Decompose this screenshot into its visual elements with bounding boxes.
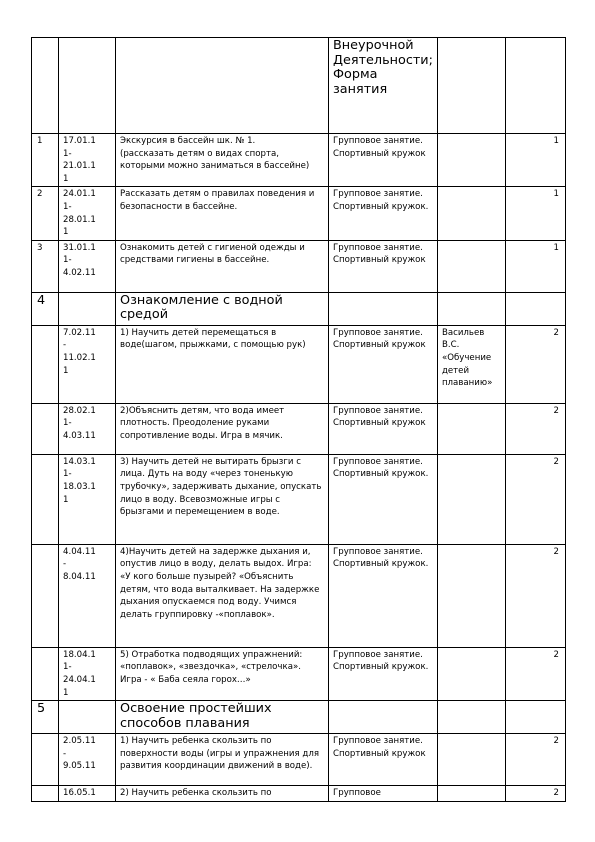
section-hours (505, 292, 565, 325)
section-hours (505, 701, 565, 734)
section-form (329, 292, 438, 325)
section-form (329, 701, 438, 734)
row-topic: Экскурсия в бассейн шк. № 1. (рассказать детям о видах спорта, которыми можно заниматься в бассейне) (116, 134, 329, 187)
row-topic: Ознакомить детей с гигиеной одежды и средствами гигиены в бассейне. (116, 240, 329, 292)
row-teacher (437, 544, 505, 647)
row-teacher (437, 454, 505, 544)
section-title: Ознакомление с водной средой (116, 292, 329, 325)
row-teacher (437, 240, 505, 292)
row-number (32, 454, 59, 544)
row-number: 3 (32, 240, 59, 292)
row-form: Групповое занятие. Спортивный кружок. (329, 454, 438, 544)
row-topic: 5) Отработка подводящих упражнений: «поплавок», «звездочка», «стрелочка». Игра - « Баба сеяла горох…» (116, 647, 329, 700)
section-date (59, 701, 116, 734)
section-teacher (437, 292, 505, 325)
row-topic: 2)Объяснить детям, что вода имеет плотность. Преодоление руками сопротивление воды. Игра в мячик. (116, 403, 329, 454)
header-form-cell (329, 38, 438, 134)
row-form: Групповое занятие. Спортивный кружок (329, 325, 438, 403)
section-title: Освоение простейших способов плавания (116, 701, 329, 734)
row-hours: 2 (505, 454, 565, 544)
row-teacher (437, 734, 505, 786)
row-hours: 2 (505, 325, 565, 403)
row-date: 2.05.11 - 9.05.11 (59, 734, 116, 786)
row-hours: 1 (505, 240, 565, 292)
row-hours: 1 (505, 187, 565, 240)
header-form-label: Внеурочной Деятельности; Форма занятия (333, 38, 433, 97)
table-row (32, 734, 566, 786)
row-form: Групповое занятие. Спортивный кружок. (329, 544, 438, 647)
header-topic-cell (116, 38, 329, 134)
row-topic: Рассказать детям о правилах поведения и безопасности в бассейне. (116, 187, 329, 240)
section-row (32, 701, 566, 734)
table-row (32, 187, 566, 240)
table-row (32, 544, 566, 647)
row-date: 16.05.1 (59, 786, 116, 802)
row-hours: 2 (505, 786, 565, 802)
header-num-cell (32, 38, 59, 134)
row-topic: 1) Научить ребенка скользить по поверхности воды (игры и упражнения для развития координации движений в воде). (116, 734, 329, 786)
row-topic: 3) Научить детей не вытирать брызги с лица. Дуть на воду «через тоненькую трубочку», задерживать дыхание, опускать лицо в воду. Всевозможные игры с брызгами и перемещением в воде. (116, 454, 329, 544)
row-form: Групповое (329, 786, 438, 802)
section-number: 5 (32, 701, 59, 734)
row-number (32, 734, 59, 786)
row-number (32, 325, 59, 403)
table-row (32, 647, 566, 700)
section-row (32, 292, 566, 325)
row-hours: 2 (505, 403, 565, 454)
row-date: 17.01.1 1- 21.01.1 1 (59, 134, 116, 187)
table-row (32, 786, 566, 802)
row-teacher (437, 134, 505, 187)
row-number: 1 (32, 134, 59, 187)
row-number (32, 786, 59, 802)
section-date (59, 292, 116, 325)
row-teacher (437, 187, 505, 240)
row-number (32, 544, 59, 647)
row-form: Групповое занятие. Спортивный кружок. (329, 187, 438, 240)
header-row (32, 38, 566, 134)
header-hours-cell (505, 38, 565, 134)
row-date: 4.04.11 - 8.04.11 (59, 544, 116, 647)
row-number (32, 647, 59, 700)
table-row (32, 134, 566, 187)
row-date: 28.02.1 1- 4.03.11 (59, 403, 116, 454)
row-teacher (437, 403, 505, 454)
row-teacher: Васильев В.С. «Обучение детей плаванию» (437, 325, 505, 403)
section-teacher (437, 701, 505, 734)
row-topic: 2) Научить ребенка скользить по (116, 786, 329, 802)
row-form: Групповое занятие. Спортивный кружок (329, 134, 438, 187)
row-date: 7.02.11 - 11.02.1 1 (59, 325, 116, 403)
row-date: 14.03.1 1- 18.03.1 1 (59, 454, 116, 544)
header-teacher-cell (437, 38, 505, 134)
schedule-table (31, 37, 566, 802)
row-form: Групповое занятие. Спортивный кружок (329, 734, 438, 786)
table-row (32, 403, 566, 454)
section-number: 4 (32, 292, 59, 325)
row-date: 24.01.1 1- 28.01.1 1 (59, 187, 116, 240)
table-row (32, 325, 566, 403)
table-row (32, 240, 566, 292)
row-number: 2 (32, 187, 59, 240)
row-hours: 1 (505, 134, 565, 187)
table-row (32, 454, 566, 544)
row-number (32, 403, 59, 454)
row-topic: 1) Научить детей перемещаться в воде(шагом, прыжками, с помощью рук) (116, 325, 329, 403)
schedule-body (32, 38, 566, 802)
row-form: Групповое занятие. Спортивный кружок. (329, 647, 438, 700)
row-topic: 4)Научить детей на задержке дыхания и, опустив лицо в воду, делать выдох. Игра: «У кого больше пузырей? «Объяснить детям, что вода выталкивает. На задержке дыхания опускаемся под воду. Учимся делать группировку -«поплавок». (116, 544, 329, 647)
row-hours: 2 (505, 544, 565, 647)
row-teacher (437, 647, 505, 700)
row-form: Групповое занятие. Спортивный кружок (329, 240, 438, 292)
row-date: 31.01.1 1- 4.02.11 (59, 240, 116, 292)
row-date: 18.04.1 1- 24.04.1 1 (59, 647, 116, 700)
header-date-cell (59, 38, 116, 134)
row-teacher (437, 786, 505, 802)
row-form: Групповое занятие. Спортивный кружок (329, 403, 438, 454)
row-hours: 2 (505, 734, 565, 786)
row-hours: 2 (505, 647, 565, 700)
